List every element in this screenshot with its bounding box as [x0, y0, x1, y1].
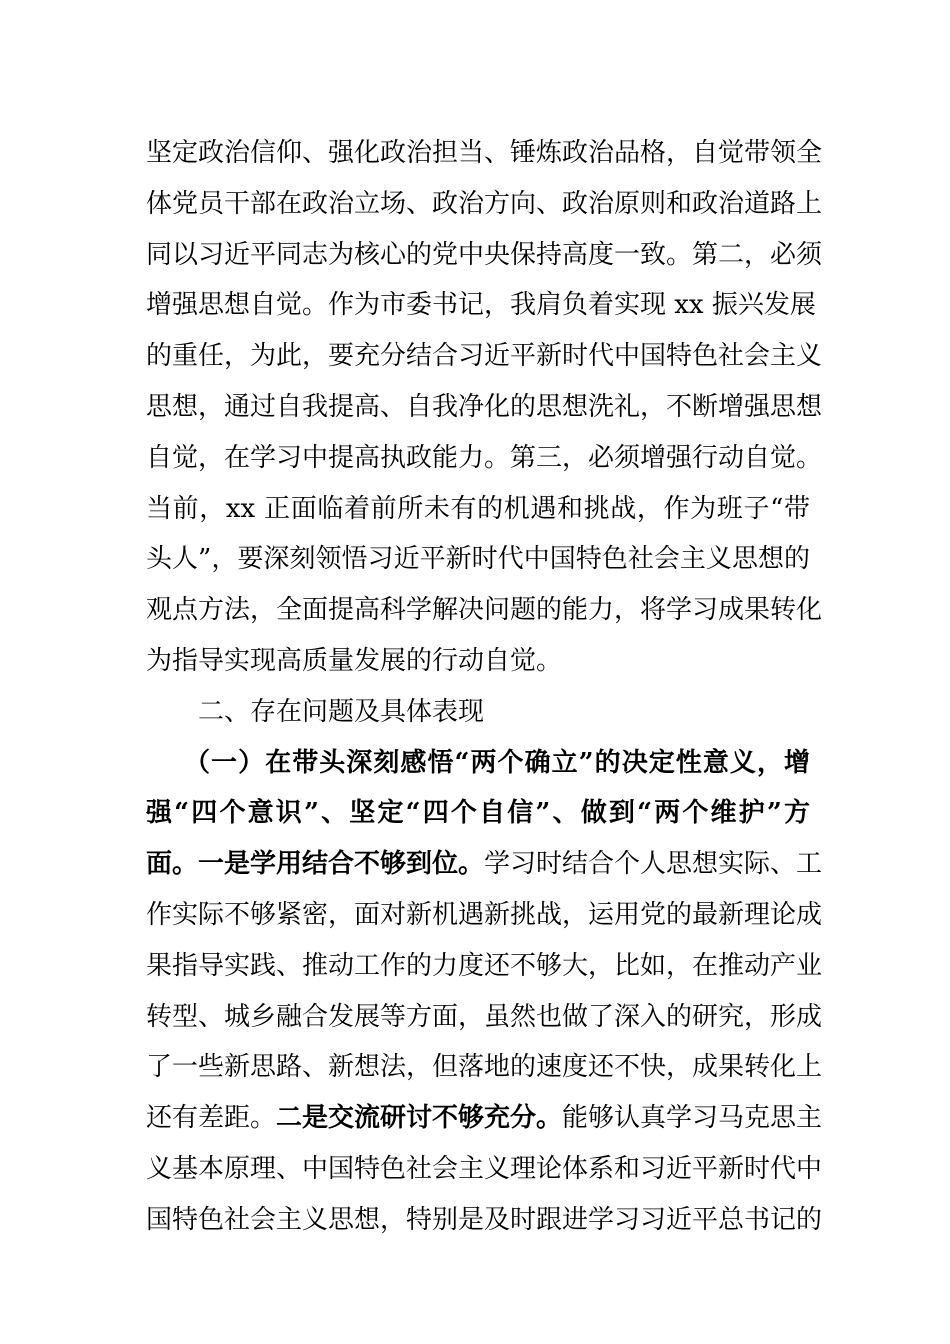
para1-line-8: 当前，xx 正面临着前所未有的机遇和挑战，作为班子“带	[146, 493, 810, 524]
subsection-title-tail: 面。	[146, 849, 199, 880]
point2-first-line	[146, 1093, 823, 1144]
point1-line-4: 转型、城乡融合发展等方面，虽然也做了深入的研究，形成	[146, 1001, 823, 1032]
para1-line-9: 头人”，要深刻领悟习近平新时代中国特色社会主义思想的	[146, 544, 810, 575]
para1-line-10: 观点方法，全面提高科学解决问题的能力，将学习成果转化	[146, 595, 823, 626]
point2-line-2: 义基本原理、中国特色社会主义理论体系和习近平新时代中	[146, 1153, 823, 1184]
point2-lead: 还有差距。	[146, 1103, 277, 1134]
point1-line-5: 了一些新思路、新想法，但落地的速度还不快，成果转化上	[146, 1052, 823, 1083]
point1-first-line	[146, 839, 823, 890]
point2-title: 二是交流研讨不够充分。	[276, 1103, 563, 1134]
para1-line-7: 自觉，在学习中提高执政能力。第三，必须增强行动自觉。	[146, 442, 823, 473]
para1-line-2: 体党员干部在政治立场、政治方向、政治原则和政治道路上	[146, 188, 823, 219]
para1-line-11: 为指导实现高质量发展的行动自觉。	[146, 645, 563, 676]
point1-title: 一是学用结合不够到位。	[198, 849, 485, 880]
subsection-title-line-1: （一）在带头深刻感悟“两个确立”的决定性意义，增	[184, 747, 810, 778]
point2-line-3: 国特色社会主义思想，特别是及时跟进学习习近平总书记的	[146, 1204, 823, 1235]
para1-line-5: 的重任，为此，要充分结合习近平新时代中国特色社会主义	[146, 341, 823, 372]
para1-line-6: 思想，通过自我提高、自我净化的思想洗礼，不断增强思想	[146, 391, 823, 422]
para1-line-1: 坚定政治信仰、强化政治担当、锤炼政治品格，自觉带领全	[146, 138, 823, 168]
point1-line-2: 作实际不够紧密，面对新机遇新挑战，运用党的最新理论成	[146, 899, 823, 930]
section-heading: 二、存在问题及具体表现	[198, 696, 485, 727]
point1-line1-rest: 学习时结合个人思想实际、工	[484, 849, 823, 880]
para1-line-3: 同以习近平同志为核心的党中央保持高度一致。第二，必须	[146, 239, 823, 270]
para1-line-4: 增强思想自觉。作为市委书记，我肩负着实现 xx 振兴发展	[146, 290, 816, 321]
point2-line1-rest: 能够认真学习马克思主	[562, 1103, 823, 1134]
document-body	[146, 128, 823, 1246]
point1-line-3: 果指导实践、推动工作的力度还不够大，比如，在推动产业	[146, 950, 823, 981]
subsection-title-line-2: 强“四个意识”、坚定“四个自信”、做到“两个维护”方	[146, 798, 810, 829]
